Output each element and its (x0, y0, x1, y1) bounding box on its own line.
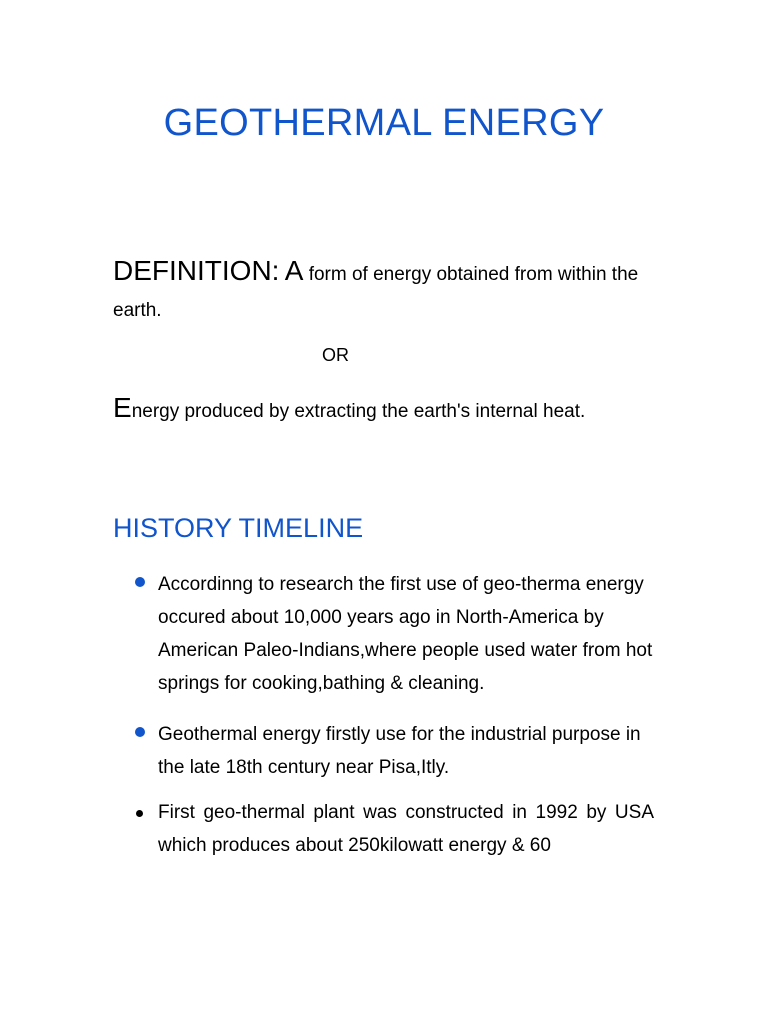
timeline-item (0, 796, 654, 862)
document-title: GEOTHERMAL ENERGY (163, 102, 605, 144)
definition-initial: A (284, 255, 304, 286)
history-timeline-list (0, 568, 768, 862)
definition-paragraph (113, 253, 673, 329)
alternate-definition-text: nergy produced by extracting the earth's internal heat. (131, 401, 586, 422)
black-dot-bullet-icon (136, 810, 143, 817)
definition-text: form of energy obtained from within the earth. (113, 264, 639, 321)
alternate-definition-paragraph (113, 390, 713, 430)
timeline-item-text: First geo-thermal plant was constructed in 1992 by USA which produces about 250kilowatt energy & 60 (158, 802, 654, 856)
alternate-definition-initial: E (113, 392, 132, 423)
blue-dot-bullet-icon (135, 727, 145, 737)
definition-label: DEFINITION: (113, 255, 280, 286)
history-timeline-heading: HISTORY TIMELINE (113, 513, 364, 543)
blue-dot-bullet-icon (135, 577, 145, 587)
timeline-item-text: Geothermal energy firstly use for the industrial purpose in the late 18th century near Pisa,Itly. (158, 724, 641, 778)
or-separator: OR (322, 345, 349, 365)
timeline-item-text: Accordinng to research the first use of geo-therma energy occured about 10,000 years ago in North-America by American Paleo-Indians,where people used water from hot springs for cooking,bathing & cleaning. (158, 574, 653, 694)
timeline-item (0, 568, 654, 700)
timeline-item (0, 718, 654, 784)
